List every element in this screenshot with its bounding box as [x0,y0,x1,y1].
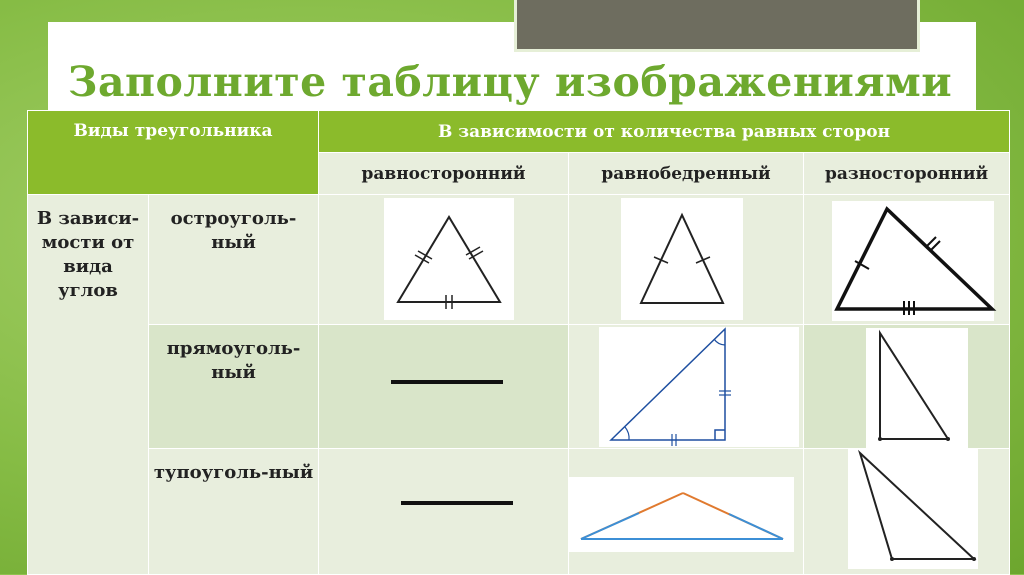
isosceles-acute-triangle [569,195,804,325]
impossible-dash [391,380,503,384]
cell-right-equilateral [319,325,569,449]
cell-acute-equilateral [319,195,569,325]
column-header-isosceles: равнобедренный [569,153,804,195]
isosceles-obtuse-triangle [569,449,804,575]
cell-obtuse-equilateral [319,449,569,575]
cell-acute-isosceles [569,195,804,325]
corner-header: Виды треугольника [28,111,319,195]
row-label-right: прямоуголь-ный [149,325,319,449]
column-header-scalene: разносторонний [804,153,1010,195]
isosceles-right-triangle [569,325,804,449]
row-label-obtuse: тупоуголь-ный [149,449,319,575]
side-label: В зависи-мости от вида углов [28,195,149,575]
page-title: Заполните таблицу изображениями [67,58,953,106]
scalene-obtuse-triangle [804,449,1010,575]
column-header-equilateral: равносторонний [319,153,569,195]
cell-right-scalene [804,325,1010,449]
row-label-acute: остроуголь-ный [149,195,319,325]
decorative-tab [514,0,920,52]
equilateral-acute-triangle [319,195,569,325]
scalene-acute-triangle [804,195,1010,325]
group-header: В зависимости от количества равных сторон [319,111,1010,153]
cell-acute-scalene [804,195,1010,325]
scalene-right-triangle [804,325,1010,449]
cell-right-isosceles [569,325,804,449]
cell-obtuse-isosceles [569,449,804,575]
impossible-dash [401,501,513,505]
cell-obtuse-scalene [804,449,1010,575]
triangle-table [27,110,1010,575]
